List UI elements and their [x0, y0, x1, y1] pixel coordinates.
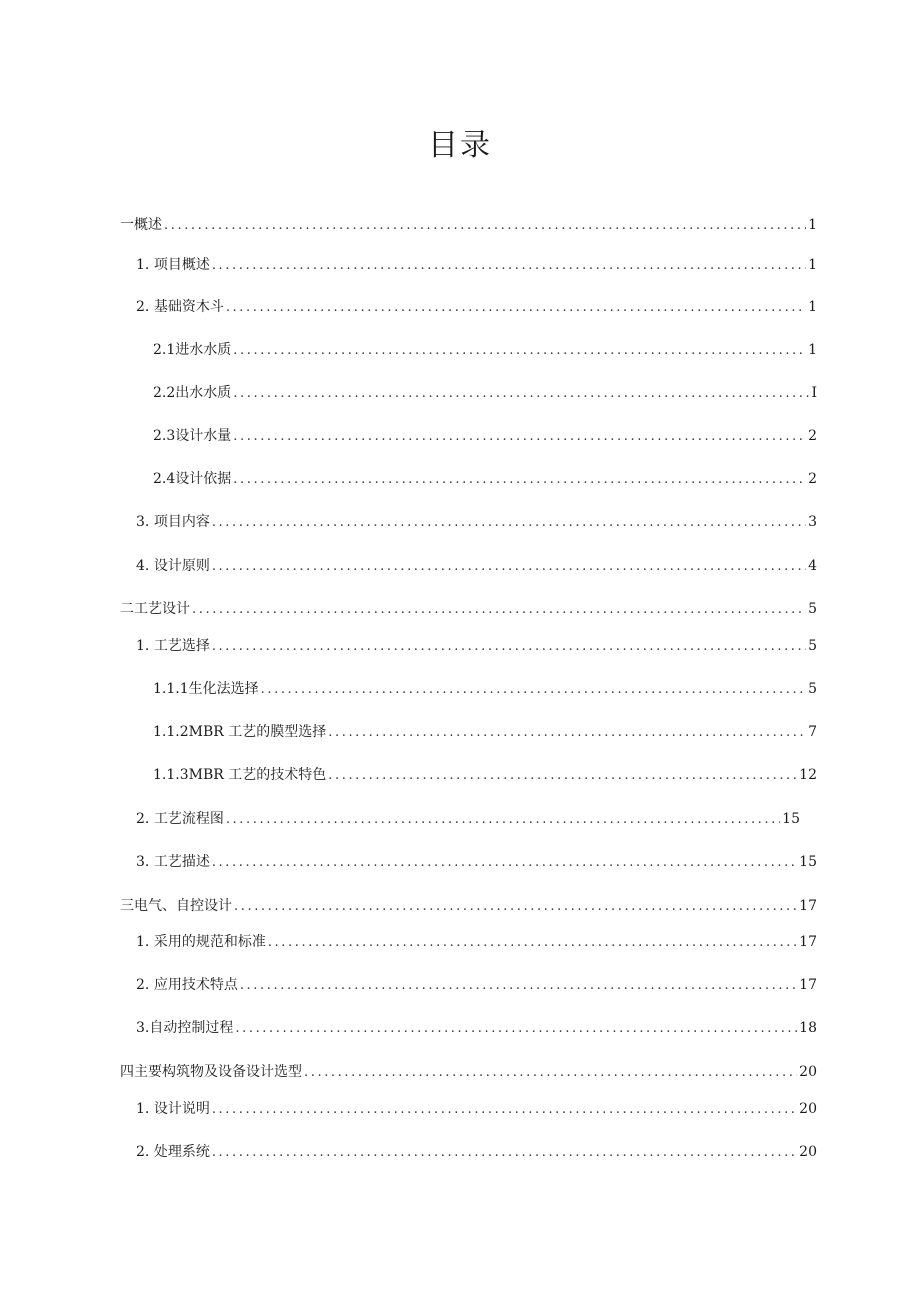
- toc-entry[interactable]: [120, 600, 817, 619]
- toc-entry-label: MBR 工艺的膜型选择: [188, 724, 327, 740]
- toc-entry-label: . 基础资木斗: [144, 299, 224, 315]
- toc-entry-page: 2: [808, 428, 817, 444]
- toc-leader: [233, 471, 806, 489]
- toc-entry-page: 7: [808, 724, 817, 740]
- toc-leader: [234, 898, 797, 916]
- toc-entry-number: 1: [136, 1101, 145, 1117]
- toc-entry-page: 1: [808, 299, 817, 315]
- toc-leader: [240, 977, 797, 995]
- toc-leader: [212, 558, 806, 576]
- toc-leader: [233, 428, 806, 446]
- toc-entry[interactable]: [120, 897, 817, 916]
- toc-entry-number: 2.3: [153, 428, 176, 444]
- toc-entry[interactable]: [136, 853, 817, 872]
- toc-entry-label: 设计水量: [175, 428, 232, 444]
- toc-entry-label: .自动控制过程: [144, 1020, 234, 1036]
- toc-leader: [233, 385, 809, 403]
- toc-entry-label: 设计依据: [175, 471, 232, 487]
- toc-entry-page: 1: [808, 217, 817, 233]
- toc-leader: [212, 1144, 797, 1162]
- toc-entry-page: 17: [799, 977, 817, 993]
- toc-entry[interactable]: [136, 1019, 817, 1038]
- toc-entry-label: 生化法选择: [188, 681, 259, 697]
- toc-entry-label: 四主要构筑物及设备设计选型: [120, 1064, 302, 1080]
- toc-entry[interactable]: [120, 216, 817, 235]
- toc-entry-page: 1: [808, 257, 817, 273]
- toc-entry-page: 18: [799, 1020, 817, 1036]
- toc-entry[interactable]: [120, 1063, 817, 1082]
- toc-entry-label: 三电气、自控设计: [120, 898, 232, 914]
- toc-leader: [261, 681, 806, 699]
- toc-leader: [226, 299, 806, 317]
- toc-leader: [235, 1020, 797, 1038]
- toc-entry[interactable]: [153, 341, 817, 360]
- toc-leader: [212, 638, 806, 656]
- toc-leader: [192, 601, 806, 619]
- toc-entry[interactable]: [153, 384, 817, 403]
- toc-entry-label: 进水水质: [175, 342, 232, 358]
- toc-entry-page: 20: [799, 1101, 817, 1117]
- toc-entry[interactable]: [136, 1100, 817, 1119]
- toc-entry-number: 3: [136, 854, 145, 870]
- toc-entry-page: 20: [799, 1144, 817, 1160]
- toc-entry[interactable]: [136, 976, 817, 995]
- toc-leader: [268, 934, 797, 952]
- toc-entry[interactable]: [153, 427, 817, 446]
- toc-entry[interactable]: [136, 513, 817, 532]
- toc-entry-number: 2.4: [153, 471, 176, 487]
- toc-leader: [304, 1064, 797, 1082]
- toc-entry-label: . 工艺流程图: [144, 811, 224, 827]
- toc-entry-number: 2.1: [153, 342, 176, 358]
- toc-entry-page: 15: [782, 811, 800, 827]
- toc-entry-number: 2: [136, 299, 145, 315]
- toc-entry-page: 15: [799, 854, 817, 870]
- toc-entry-number: 1: [136, 257, 145, 273]
- toc-leader: [233, 342, 806, 360]
- toc-entry-page: 5: [808, 638, 817, 654]
- toc-entry-label: . 采用的规范和标准: [144, 934, 266, 950]
- toc-entry[interactable]: [153, 766, 817, 785]
- toc-entry-page: 20: [799, 1064, 817, 1080]
- toc-entry[interactable]: [153, 470, 817, 489]
- page-title: 目录: [428, 128, 492, 163]
- toc-entry-number: 2: [136, 811, 145, 827]
- toc-entry-label: . 应用技术特点: [144, 977, 238, 993]
- toc-entry-page: 12: [799, 767, 817, 783]
- toc-entry-page: I: [811, 385, 817, 401]
- toc-entry[interactable]: [136, 256, 817, 275]
- toc-entry-page: 5: [808, 681, 817, 697]
- toc-entry-number: 1.1.3: [153, 767, 189, 783]
- toc-entry-number: 2.2: [153, 385, 176, 401]
- toc-entry[interactable]: [136, 298, 817, 317]
- toc-entry-number: 1.1.1: [153, 681, 189, 697]
- toc-entry-label: MBR 工艺的技术特色: [188, 767, 327, 783]
- toc-entry[interactable]: [153, 723, 817, 742]
- toc-entry-number: 1.1.2: [153, 724, 189, 740]
- toc-entry-page: 17: [799, 898, 817, 914]
- toc-entry[interactable]: [136, 557, 817, 576]
- toc-entry-number: 1: [136, 934, 145, 950]
- toc-leader: [212, 257, 806, 275]
- toc-entry-page: 1: [808, 342, 817, 358]
- toc-entry-number: 2: [136, 977, 145, 993]
- toc-leader: [212, 1101, 797, 1119]
- toc-entry-page: 17: [799, 934, 817, 950]
- toc-entry-number: 4: [136, 558, 145, 574]
- toc-entry-number: 1: [136, 638, 145, 654]
- toc-leader: [212, 854, 797, 872]
- toc-entry[interactable]: [136, 933, 817, 952]
- toc-entry[interactable]: [136, 810, 800, 829]
- toc-entry-label: . 项目概述: [144, 257, 210, 273]
- toc-entry[interactable]: [136, 1143, 817, 1162]
- toc-leader: [212, 514, 806, 532]
- toc-entry-label: . 项目内容: [144, 514, 210, 530]
- toc-leader: [328, 724, 806, 742]
- toc-leader: [164, 217, 806, 235]
- toc-entry-label: 出水水质: [175, 385, 232, 401]
- toc-entry[interactable]: [136, 637, 817, 656]
- toc-entry-number: 2: [136, 1144, 145, 1160]
- toc-entry-number: 3: [136, 514, 145, 530]
- toc-entry-number: 3: [136, 1020, 145, 1036]
- toc-entry[interactable]: [153, 680, 817, 699]
- toc-leader: [328, 767, 797, 785]
- toc-entry-page: 4: [808, 558, 817, 574]
- toc-entry-page: 3: [808, 514, 817, 530]
- toc-leader: [226, 811, 780, 829]
- toc-entry-label: 一概述: [120, 217, 162, 233]
- toc-entry-label: 二工艺设计: [120, 601, 190, 617]
- toc-entry-label: . 设计原则: [144, 558, 210, 574]
- toc-entry-page: 5: [808, 601, 817, 617]
- toc-entry-page: 2: [808, 471, 817, 487]
- toc-entry-label: . 工艺描述: [144, 854, 210, 870]
- toc-entry-label: . 工艺选择: [144, 638, 210, 654]
- toc-entry-label: . 处理系统: [144, 1144, 210, 1160]
- toc-entry-label: . 设计说明: [144, 1101, 210, 1117]
